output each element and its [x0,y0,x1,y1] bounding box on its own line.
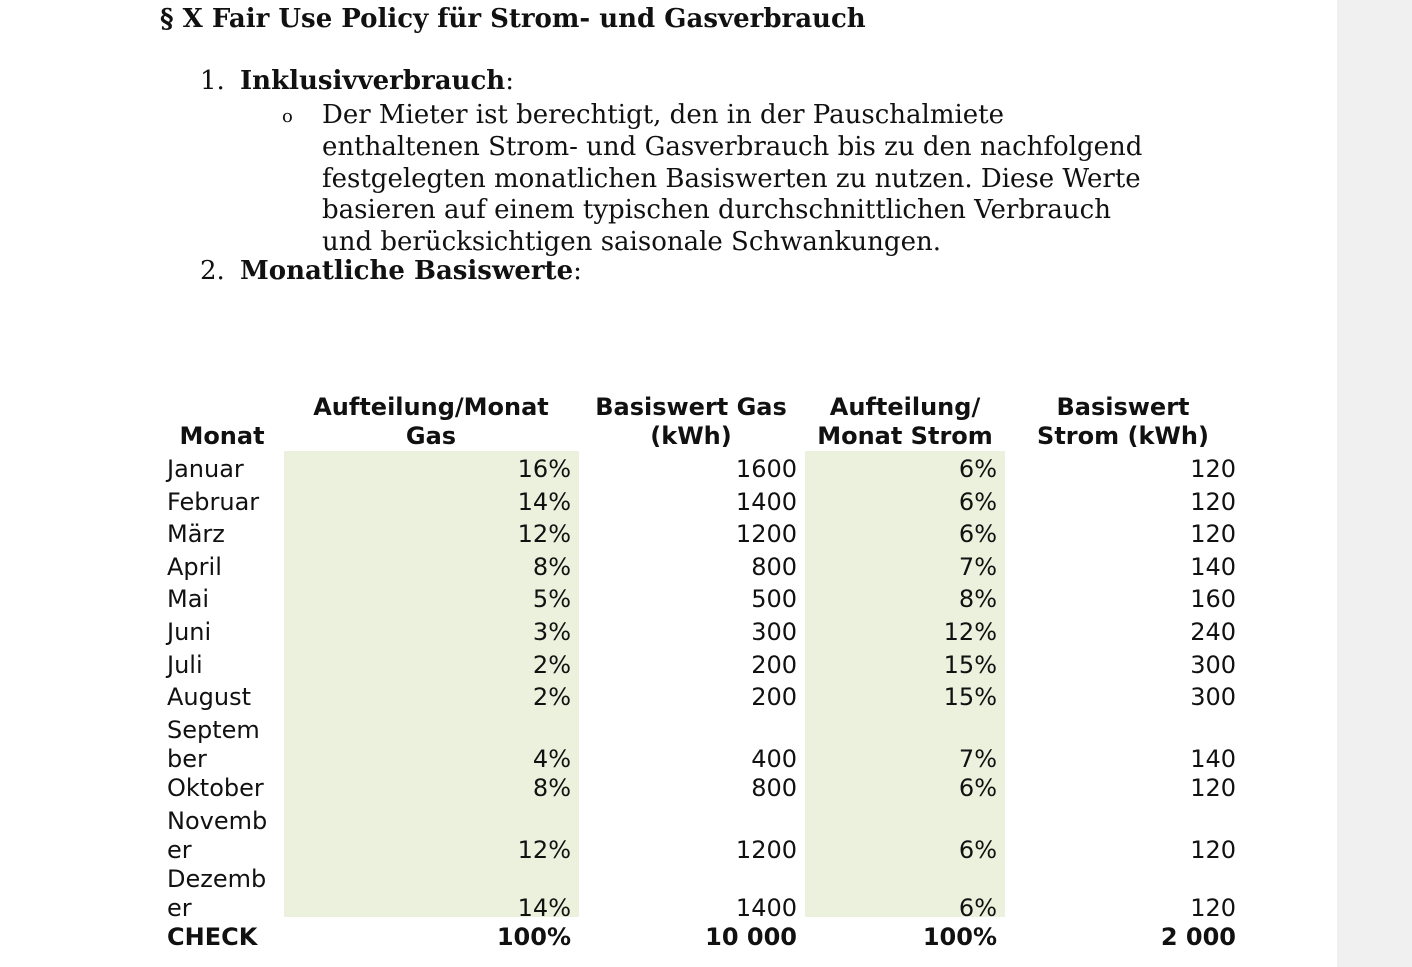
total-power-share: 100% [922,922,997,951]
month-label: Dezemb er [167,864,267,922]
total-gas-share: 100% [496,922,571,951]
gas-base-cell: 400 [751,744,797,773]
power-share-cell: 6% [958,487,997,516]
power-share-cell: 7% [958,552,997,581]
power-share-cell: 6% [958,773,997,802]
paragraph-line: festgelegten monatlichen Basiswerten zu nutzen. Diese Werte [322,163,1141,194]
list-item-label: Inklusivverbrauch [240,66,506,96]
gas-base-cell: 200 [751,650,797,679]
gas-base-cell: 1600 [735,455,797,483]
gas-base-cell: 1200 [735,520,797,549]
paragraph-line: und berücksichtigen saisonale Schwankungen. [322,227,941,258]
month-label: August [167,683,251,712]
month-label: April [167,552,222,581]
header-gas-share: Aufteilung/Monat Gas [313,393,549,450]
gas-share-cell: 14% [517,893,571,922]
header-power-base: Basiswert Strom (kWh) [1037,393,1209,450]
power-base-cell: 240 [1190,618,1236,646]
month-label: Septem ber [167,715,260,773]
gas-share-cell: 4% [532,744,571,773]
power-share-cell: 15% [943,650,997,679]
paragraph-line: Der Mieter ist berechtigt, den in der Pauschalmiete [322,100,1005,130]
sub-bullet-icon: o [282,106,293,127]
gas-base-cell: 800 [751,773,797,802]
month-label: Mai [167,585,210,614]
document-title: § X Fair Use Policy für Strom- und Gasverbrauch [160,4,866,34]
power-share-cell: 6% [958,455,997,483]
gas-share-cell: 5% [532,585,571,614]
gas-base-cell: 1400 [735,487,797,516]
gas-share-cell: 14% [517,487,571,516]
month-label: Februar [167,487,260,516]
gas-share-cell: 12% [517,520,571,549]
list-number: 1. [200,66,225,96]
gas-base-cell: 500 [751,585,797,614]
header-month: Monat [179,422,265,450]
total-label: CHECK [167,922,258,951]
total-power-base: 2 000 [1160,922,1236,951]
power-base-cell: 120 [1190,893,1236,922]
power-base-cell: 120 [1190,773,1236,802]
power-share-cell: 8% [958,585,997,614]
power-base-cell: 120 [1190,487,1236,516]
list-item-label: Monatliche Basiswerte [240,256,574,286]
gas-base-cell: 200 [751,683,797,712]
power-share-cell: 15% [943,683,997,712]
gas-base-cell: 1400 [735,893,797,922]
power-base-cell: 120 [1190,455,1236,483]
gas-share-cell: 2% [532,650,571,679]
list-item-inklusivverbrauch: 1. Inklusivverbrauch: [200,66,514,96]
month-label: März [167,520,225,549]
month-label: Juni [167,618,212,646]
list-item-basiswerte: 2. Monatliche Basiswerte: [200,256,582,286]
power-share-cell: 7% [958,744,997,773]
gas-base-cell: 800 [751,552,797,581]
power-share-cell: 6% [958,893,997,922]
gas-share-cell: 12% [517,835,571,864]
gas-share-cell: 8% [532,552,571,581]
paragraph-line: enthaltenen Strom- und Gasverbrauch bis zu den nachfolgend [322,131,1143,162]
paragraph-line: basieren auf einem typischen durchschnittlichen Verbrauch [322,195,1111,226]
power-share-cell: 12% [943,618,997,646]
paragraph-inklusivverbrauch [322,100,1222,259]
gas-base-cell: 1200 [735,835,797,864]
power-base-cell: 120 [1190,520,1236,549]
list-number: 2. [200,256,225,286]
total-gas-base: 10 000 [705,922,797,951]
power-share-cell: 6% [958,835,997,864]
month-label: Novemb er [167,806,268,864]
gas-share-cell: 8% [532,773,571,802]
header-gas-base: Basiswert Gas (kWh) [595,393,787,450]
header-power-share: Aufteilung/ Monat Strom [817,393,993,450]
gas-share-cell: 16% [517,455,571,483]
power-base-cell: 160 [1190,585,1236,614]
power-base-cell: 140 [1190,744,1236,773]
power-base-cell: 300 [1190,650,1236,679]
power-base-cell: 140 [1190,552,1236,581]
gas-share-cell: 2% [532,683,571,712]
gas-base-cell: 300 [751,618,797,646]
power-base-cell: 300 [1190,683,1236,712]
month-label: Januar [167,455,244,483]
month-label: Oktober [167,773,264,802]
page-margin [1337,0,1412,967]
power-share-cell: 6% [958,520,997,549]
power-base-cell: 120 [1190,835,1236,864]
gas-share-cell: 3% [532,618,571,646]
month-label: Juli [167,650,203,679]
